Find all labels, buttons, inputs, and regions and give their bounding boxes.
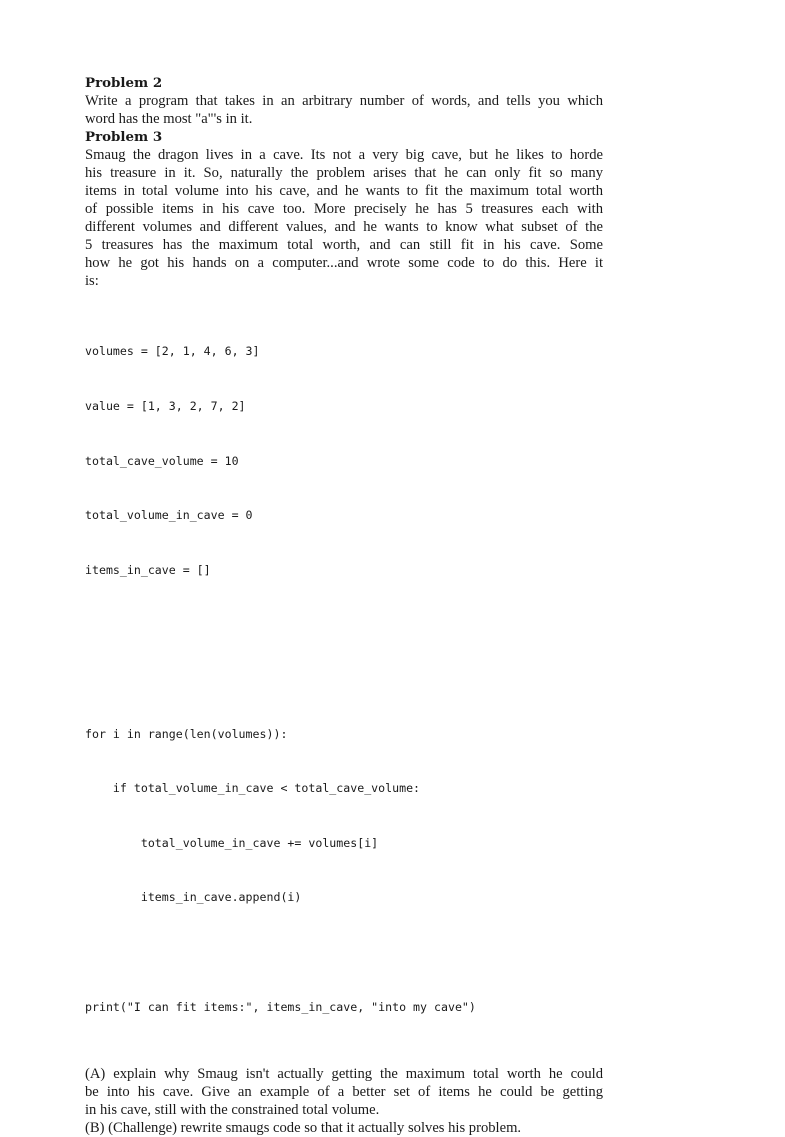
code-line: value = [1, 3, 2, 7, 2] [85,399,246,413]
question-b-text [85,1119,603,1137]
problem-2-heading: Problem 2 [85,75,163,91]
problem-3-line: his treasure in it. So, naturally the problem arises that he can only fit so many [85,165,603,181]
problem-3-line: how he got his hands on a computer...and wrote some code to do this. Here it [85,255,603,271]
problem-3-line: different volumes and different values, and he wants to know what subset of the [85,219,603,235]
code-line: if total_volume_in_cave < total_cave_volume: [85,781,421,796]
code-line: items_in_cave.append(i) [85,890,302,905]
problem-3-line: Smaug the dragon lives in a cave. Its not a very big cave, but he likes to horde [85,147,603,163]
question-b-line: (B) (Challenge) rewrite smaugs code so that it actually solves his problem. [85,1120,522,1137]
problem-3-line: items in total volume into his cave, and he wants to fit the maximum total worth [85,183,603,199]
problem-2-line: word has the most "a"'s in it. [85,111,253,127]
problem-3-line: of possible items in his cave too. More precisely he has 5 treasures each with [85,201,603,217]
problem-3-text [85,146,603,290]
question-a-text [85,1065,603,1119]
code-line: volumes = [2, 1, 4, 6, 3] [85,344,260,359]
code-listing [85,306,603,1052]
code-line: total_cave_volume = 10 [85,453,239,468]
code-line: total_volume_in_cave = 0 [85,508,253,523]
problem-3-line: 5 treasures has the maximum total worth, and can still fit in his cave. Some [85,237,603,253]
problem-3-heading: Problem 3 [85,129,163,145]
document-page [85,74,603,1137]
question-a-line: in his cave, still with the constrained total volume. [85,1102,380,1119]
code-line: for i in range(len(volumes)): [85,726,288,741]
problem-2-line: Write a program that takes in an arbitrary number of words, and tells you which [85,93,603,109]
problem-3-line: is: [85,273,99,289]
problem-2-text [85,92,603,128]
code-line: items_in_cave = [] [85,562,211,577]
code-line: print("I can fit items:", items_in_cave, "into my cave") [85,999,476,1014]
question-a-line: be into his cave. Give an example of a better set of items he could be getting [85,1084,603,1101]
code-line: total_volume_in_cave += volumes[i] [85,835,379,850]
question-a-line: (A) explain why Smaug isn't actually getting the maximum total worth he could [85,1066,603,1083]
